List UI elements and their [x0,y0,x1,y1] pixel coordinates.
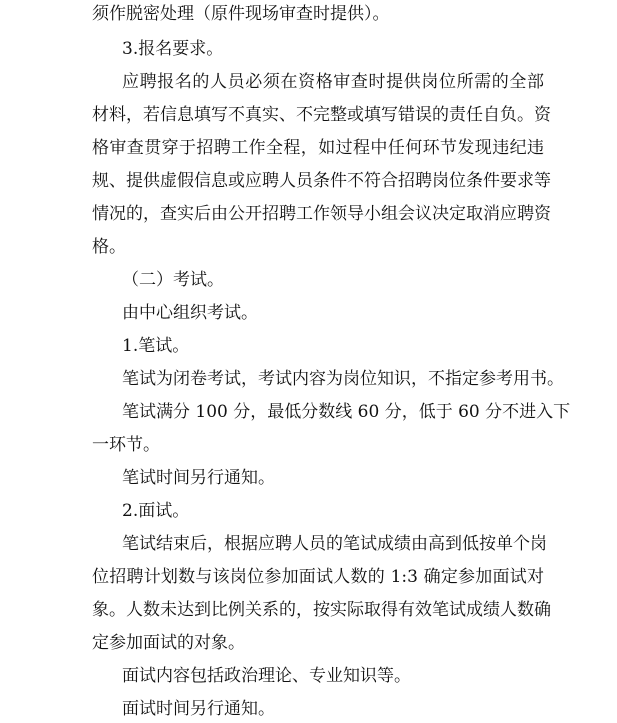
text-line: 笔试满分 100 分，最低分数线 60 分，低于 60 分不进入下 [122,402,571,422]
text-line: 由中心组织考试。 [122,303,258,323]
text-line: 格。 [92,237,126,257]
text-line: 面试时间另行通知。 [122,699,275,719]
text-line: 须作脱密处理（原件现场审查时提供）。 [92,4,390,24]
text-line: 象。人数未达到比例关系的，按实际取得有效笔试成绩人数确 [92,600,551,620]
text-line: 笔试时间另行通知。 [122,468,275,488]
text-line: 面试内容包括政治理论、专业知识等。 [122,666,411,686]
section-heading: 1.笔试。 [122,336,190,356]
text-line: 笔试结束后，根据应聘人员的笔试成绩由高到低按单个岗 [122,534,547,554]
text-line: 应聘报名的人员必须在资格审查时提供岗位所需的全部 [122,72,544,92]
text-line: 位招聘计划数与该岗位参加面试人数的 1:3 确定参加面试对 [92,567,544,587]
text-line: 材料，若信息填写不真实、不完整或填写错误的责任自负。资 [92,105,551,125]
section-heading: 2.面试。 [122,501,190,521]
section-heading: 3.报名要求。 [122,39,224,59]
text-line: 格审查贯穿于招聘工作全程，如过程中任何环节发现违纪违 [92,138,544,158]
text-line: 情况的，查实后由公开招聘工作领导小组会议决定取消应聘资 [92,204,551,224]
text-line: 定参加面试的对象。 [92,633,245,653]
text-line: 规、提供虚假信息或应聘人员条件不符合招聘岗位条件要求等 [92,171,551,191]
section-heading: （二）考试。 [122,270,224,290]
text-line: 笔试为闭卷考试，考试内容为岗位知识，不指定参考用书。 [122,369,564,389]
text-line: 一环节。 [92,435,160,455]
